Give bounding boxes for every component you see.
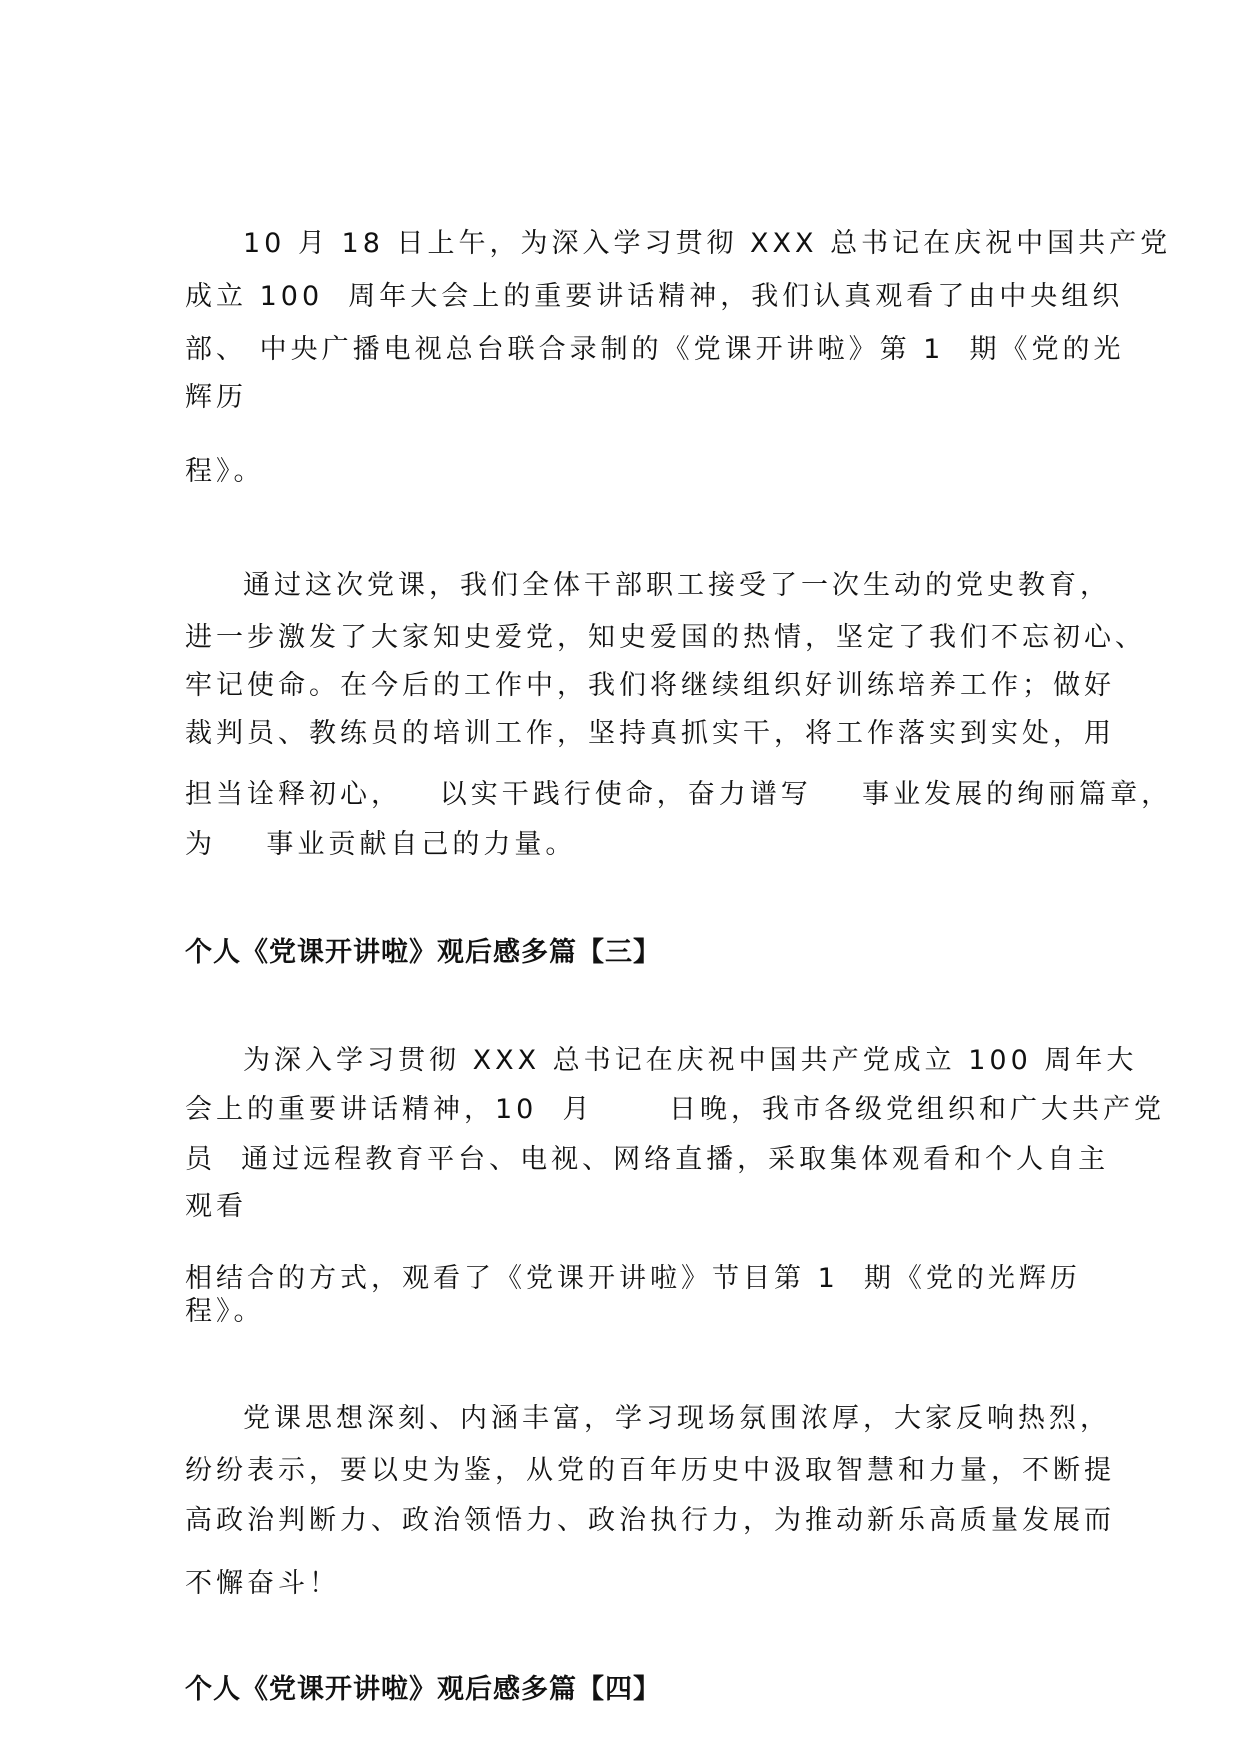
paragraph-3-line-3: 员 通过远程教育平台、电视、网络直播，采取集体观看和个人自主: [185, 1144, 1110, 1175]
paragraph-3-line-5: 相结合的方式，观看了《党课开讲啦》节目第 1 期《党的光辉历: [185, 1263, 1081, 1294]
paragraph-4-line-4: 不懈奋斗！: [185, 1568, 340, 1599]
paragraph-4-line-2: 纷纷表示，要以史为鉴，从党的百年历史中汲取智慧和力量，不断提: [185, 1455, 1115, 1486]
paragraph-2-line-3: 牢记使命。在今后的工作中，我们将继续组织好训练培养工作；做好: [185, 670, 1115, 701]
paragraph-1-line-5: 程》。: [185, 456, 265, 487]
paragraph-3-line-1: 为深入学习贯彻 XXX 总书记在庆祝中国共产党成立 100 周年大: [243, 1045, 1138, 1076]
paragraph-1-line-3: 部、 中央广播电视总台联合录制的《党课开讲啦》第 1 期《党的光: [185, 334, 1125, 365]
paragraph-1-line-2: 成立 100 周年大会上的重要讲话精神，我们认真观看了由中央组织: [185, 281, 1124, 312]
paragraph-2-line-4: 裁判员、教练员的培训工作，坚持真抓实干，将工作落实到实处，用: [185, 718, 1115, 749]
paragraph-2-line-1: 通过这次党课，我们全体干部职工接受了一次生动的党史教育，: [243, 570, 1111, 601]
paragraph-1-line-1: 10 月 18 日上午，为深入学习贯彻 XXX 总书记在庆祝中国共产党: [243, 228, 1172, 259]
paragraph-3-line-6: 程》。: [185, 1296, 265, 1327]
paragraph-1-line-4: 辉历: [185, 382, 247, 413]
paragraph-4-line-1: 党课思想深刻、内涵丰富，学习现场氛围浓厚，大家反响热烈，: [243, 1403, 1111, 1434]
paragraph-4-line-3: 高政治判断力、政治领悟力、政治执行力，为推动新乐高质量发展而: [185, 1505, 1115, 1536]
paragraph-2-line-5: 担当诠释初心， 以实干践行使命，奋力谱写 事业发展的绚丽篇章，: [185, 779, 1173, 810]
paragraph-3-line-2: 会上的重要讲话精神，10 月 日晚，我市各级党组织和广大共产党: [185, 1094, 1166, 1125]
section-heading-4: 个人《党课开讲啦》观后感多篇【四】: [185, 1674, 661, 1705]
section-heading-3: 个人《党课开讲啦》观后感多篇【三】: [185, 937, 661, 968]
paragraph-3-line-4: 观看: [185, 1191, 247, 1222]
paragraph-2-line-2: 进一步激发了大家知史爱党，知史爱国的热情，坚定了我们不忘初心、: [185, 622, 1146, 653]
paragraph-2-line-6: 为 事业贡献自己的力量。: [185, 829, 577, 860]
